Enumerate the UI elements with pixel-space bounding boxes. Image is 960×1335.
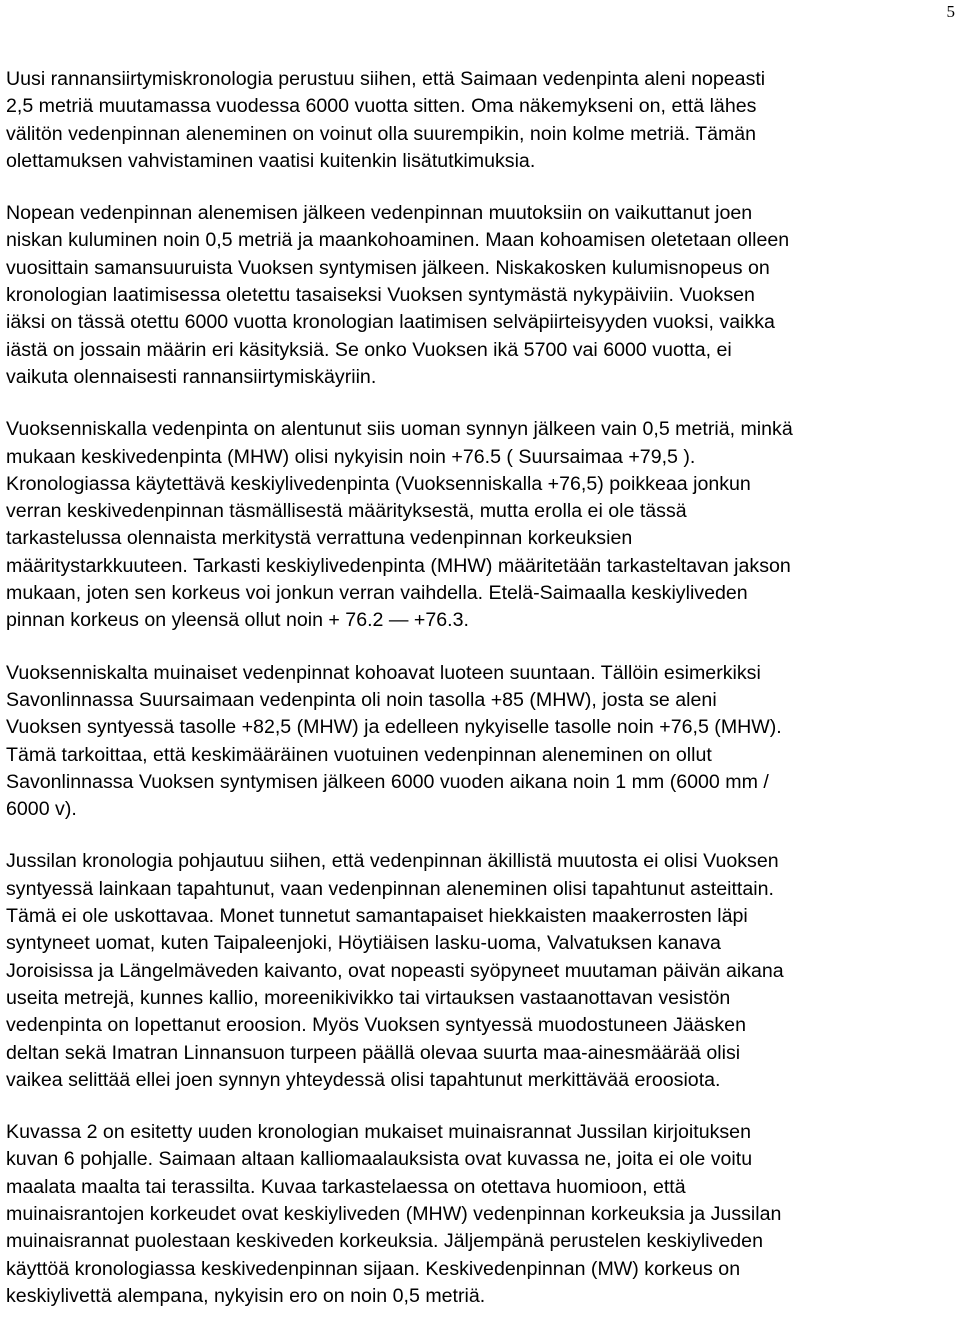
text-line: Jussilan kronologia pohjautuu siihen, että vedenpinnan äkillistä muutosta ei olisi Vuoksen xyxy=(6,850,779,873)
text-line: Vuoksen syntyessä tasolle +82,5 (MHW) ja edelleen nykyiselle tasolle noin +76,5 (MHW). xyxy=(6,716,782,739)
text-line: tarkastelussa olennaista merkitystä verrattuna vedenpinnan korkeuksien xyxy=(6,527,633,550)
text-line: vedenpinta on lopettanut eroosion. Myös Vuoksen syntyessä muodostuneen Jääsken xyxy=(6,1014,746,1037)
text-line: Vuoksenniskalla vedenpinta on alentunut siis uoman synnyn jälkeen vain 0,5 metriä, minkä xyxy=(6,418,793,441)
text-line: syntyneet uomat, kuten Taipaleenjoki, Höytiäisen lasku-uoma, Valvatuksen kanava xyxy=(6,932,721,955)
text-line: Savonlinnassa Suursaimaan vedenpinta oli noin tasolla +85 (MHW), josta se aleni xyxy=(6,688,717,711)
text-line: 6000 v). xyxy=(6,798,77,821)
text-line: keskiylivettä alempana, nykyisin ero on noin 0,5 metriä. xyxy=(6,1284,486,1307)
text-line: Tämä tarkoittaa, että keskimääräinen vuotuinen vedenpinnan aleneminen on ollut xyxy=(6,743,712,766)
text-line: pinnan korkeus on yleensä ollut noin + 76.2 — +76.3. xyxy=(6,609,469,632)
text-line: käyttöä kronologiassa keskivedenpinnan sijaan. Keskivedenpinnan (MW) korkeus on xyxy=(6,1257,741,1280)
text-line: vaikuta olennaisesti rannansiirtymiskäyriin. xyxy=(6,365,377,388)
text-line: muinaisrantojen korkeudet ovat keskiyliveden (MHW) vedenpinnan korkeuksia ja Jussilan xyxy=(6,1202,782,1225)
paragraph xyxy=(6,200,956,391)
text-line: syntyessä lainkaan tapahtunut, vaan vedenpinnan aleneminen olisi tapahtunut asteittain. xyxy=(6,877,774,900)
page-number: 5 xyxy=(946,2,955,21)
paragraph xyxy=(6,660,956,824)
paragraph xyxy=(6,416,956,634)
text-line: niskan kuluminen noin 0,5 metriä ja maankohoaminen. Maan kohoamisen oletetaan olleen xyxy=(6,229,790,252)
text-line: Tämä ei ole uskottavaa. Monet tunnetut samantapaiset hiekkaisten maakerrosten läpi xyxy=(6,905,748,928)
text-line: iäksi on tässä otettu 6000 vuotta kronologian laatimisen selväpiirteisyyden vuoksi, vaikka xyxy=(6,311,775,334)
text-line: välitön vedenpinnan aleneminen on voinut olla suurempikin, noin kolme metriä. Tämän xyxy=(6,122,757,145)
text-line: iästä on jossain määrin eri käsityksiä. Se onko Vuoksen ikä 5700 vai 6000 vuotta, ei xyxy=(6,338,732,361)
text-line: verran keskivedenpinnan täsmällisestä määrityksestä, mutta erolla ei ole tässä xyxy=(6,500,687,523)
text-line: Nopean vedenpinnan alenemisen jälkeen vedenpinnan muutoksiin on vaikuttanut joen xyxy=(6,202,753,225)
text-line: Savonlinnassa Vuoksen syntymisen jälkeen 6000 vuoden aikana noin 1 mm (6000 mm / xyxy=(6,770,769,793)
text-line: mukaan keskivedenpinta (MHW) olisi nykyisin noin +76.5 ( Suursaimaa +79,5 ). xyxy=(6,445,696,468)
text-line: 2,5 metriä muutamassa vuodessa 6000 vuotta sitten. Oma näkemykseni on, että lähes xyxy=(6,95,757,118)
text-line: Kronologiassa käytettävä keskiylivedenpinta (Vuoksenniskalla +76,5) poikkeaa jonkun xyxy=(6,472,751,495)
document-body xyxy=(6,66,956,1335)
text-line: muinaisrannat puolestaan keskiveden korkeuksia. Jäljempänä perustelen keskiyliveden xyxy=(6,1230,763,1253)
text-line: vuosittain samansuuruista Vuoksen syntymisen jälkeen. Niskakosken kulumisnopeus on xyxy=(6,256,770,279)
paragraph xyxy=(6,66,956,175)
text-line: mukaan, joten sen korkeus voi jonkun verran vaihdella. Etelä-Saimaalla keskiyliveden xyxy=(6,582,748,605)
text-line: Vuoksenniskalta muinaiset vedenpinnat kohoavat luoteen suuntaan. Tällöin esimerkiksi xyxy=(6,661,761,684)
text-line: kuvan 6 pohjalle. Saimaan altaan kalliomaalauksista ovat kuvassa ne, joita ei ole voitu xyxy=(6,1148,753,1171)
text-line: Joroisissa ja Längelmäveden kaivanto, ovat nopeasti syöpyneet muutaman päivän aikana xyxy=(6,959,784,982)
text-line: olettamuksen vahvistaminen vaatisi kuitenkin lisätutkimuksia. xyxy=(6,149,536,172)
text-line: useita metrejä, kunnes kallio, moreenikivikko tai virtauksen vastaanottavan vesistön xyxy=(6,986,731,1009)
text-line: määritystarkkuuteen. Tarkasti keskiylivedenpinta (MHW) määritetään tarkasteltavan jakson xyxy=(6,554,791,577)
text-line: vaikea selittää ellei joen synnyn yhteydessä olisi tapahtunut merkittävää eroosiota. xyxy=(6,1068,721,1091)
paragraph xyxy=(6,1119,956,1310)
text-line: maalata maalta tai terassilta. Kuvaa tarkastelaessa on otettava huomioon, että xyxy=(6,1175,686,1198)
text-line: Uusi rannansiirtymiskronologia perustuu siihen, että Saimaan vedenpinta aleni nopeasti xyxy=(6,68,766,90)
text-line: deltan sekä Imatran Linnansuon turpeen päällä olevaa suurta maa-ainesmäärää olisi xyxy=(6,1041,741,1064)
paragraph xyxy=(6,848,956,1094)
text-line: kronologian laatimisessa oletettu tasaiseksi Vuoksen syntymästä nykypäiviin. Vuoksen xyxy=(6,284,755,307)
text-line: Kuvassa 2 on esitetty uuden kronologian mukaiset muinaisrannat Jussilan kirjoituksen xyxy=(6,1121,751,1144)
